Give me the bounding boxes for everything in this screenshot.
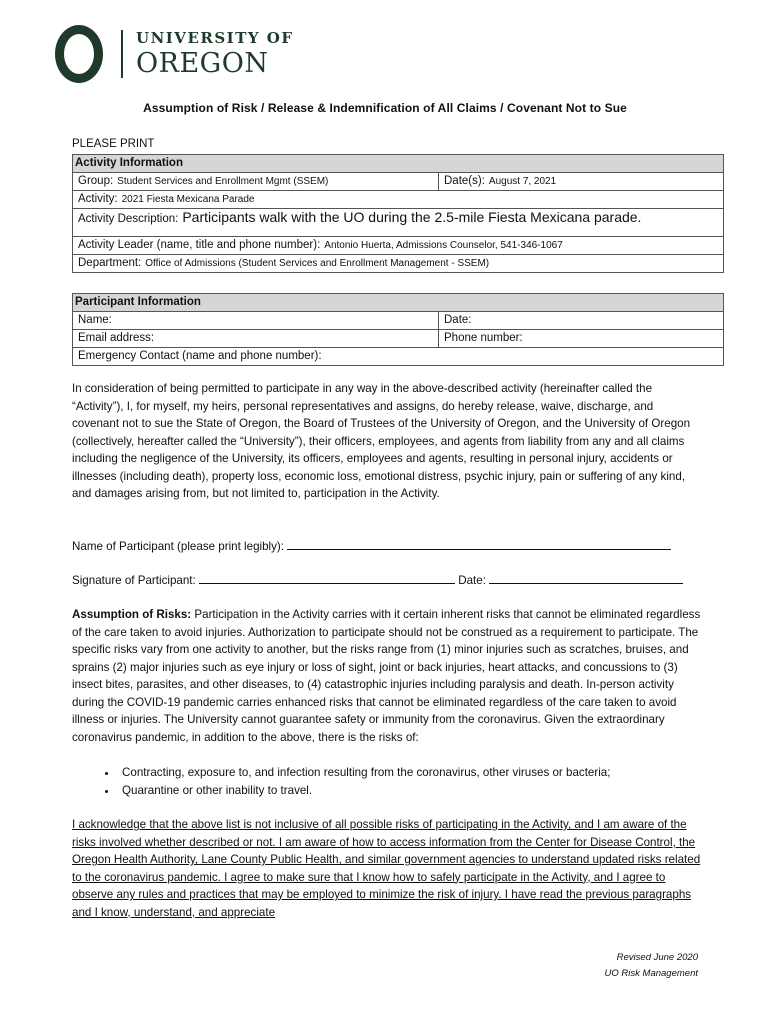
please-print-note: PLEASE PRINT xyxy=(72,138,155,150)
description-cell xyxy=(73,209,724,237)
risk-bullet-list xyxy=(96,764,718,800)
participant-email-label: Email address: xyxy=(78,332,155,344)
assumption-of-risks-text: Participation in the Activity carries with it certain inherent risks that cannot be eliminated regardless of the care taken to avoid injuries. Authorization to participate should not be construed as a requirement to participate. The specific risks vary from one activity to another, but the risks range from (1) minor injuries such as scratches, bruises, and sprains (2) major injuries such as eye injury or loss of sight, joint or back injuries, heart attacks, and concussions to (3) insect bites, parasites, and other diseases, to (4) catastrophic injuries including paralysis and death. In-person activity during the COVID-19 pandemic carries enhanced risks that cannot be eliminated regardless of the care taken to avoid illness or injuries. The University cannot guarantee safety or immunity from the coronavirus. Given the extraordinary coronavirus pandemic, in addition to the above, there is the risks of: xyxy=(72,608,701,744)
university-logo xyxy=(55,28,294,80)
dates-value[interactable]: August 7, 2021 xyxy=(488,176,557,187)
revised-date: Revised June 2020 xyxy=(616,952,698,963)
acknowledgement-paragraph: I acknowledge that the above list is not inclusive of all possible risks of participating in the Activity, and I am aware of the risks involved whether described or not. I am aware of how to access information from the Center for Disease Control, the Oregon Health Authority, Lane County Public Health, and similar government agencies to understand updated risks related to the coronavirus pandemic. I agree to make sure that I know how to safely participate in the Activity, and I agree to observe any rules and practices that may be employed to minimize the risk of injury. I have read the previous paragraphs and I know, understand, and appreciate xyxy=(72,818,701,919)
participant-information-header: Participant Information xyxy=(73,294,724,312)
participant-name-line xyxy=(72,538,671,553)
description-label: Activity Description: xyxy=(78,213,179,225)
emergency-contact-label: Emergency Contact (name and phone number): xyxy=(78,350,322,362)
activity-cell xyxy=(73,191,724,209)
signature-label: Signature of Participant: xyxy=(72,574,196,587)
participant-email-field[interactable] xyxy=(73,330,439,348)
logo-divider xyxy=(121,30,123,78)
participant-information-table xyxy=(72,293,724,366)
activity-information-header: Activity Information xyxy=(73,155,724,173)
name-of-participant-label: Name of Participant (please print legibly): xyxy=(72,540,285,553)
participant-name-field[interactable] xyxy=(73,312,439,330)
department-value[interactable]: Office of Admissions (Student Services and Enrollment Management - SSEM) xyxy=(145,258,490,269)
group-cell xyxy=(73,173,439,191)
risk-bullet-item: • Contracting, exposure to, and infection resulting from the coronavirus, other viruses or bacteria; xyxy=(118,764,718,782)
description-value[interactable]: Participants walk with the UO during the 2.5-mile Fiesta Mexicana parade. xyxy=(182,209,642,225)
leader-cell xyxy=(73,237,724,255)
name-of-participant-input[interactable] xyxy=(287,538,671,550)
leader-value[interactable]: Antonio Huerta, Admissions Counselor, 541-346-1067 xyxy=(324,240,563,251)
activity-information-table xyxy=(72,154,724,273)
assumption-of-risks-heading: Assumption of Risks: xyxy=(72,608,192,621)
risk-bullet-item: • Quarantine or other inability to travel. xyxy=(118,782,718,800)
activity-label: Activity: xyxy=(78,193,118,205)
participant-name-label: Name: xyxy=(78,314,112,326)
signature-input[interactable] xyxy=(199,572,455,584)
risk-management-office: UO Risk Management xyxy=(604,968,698,979)
participant-date-field[interactable] xyxy=(439,312,724,330)
group-value[interactable]: Student Services and Enrollment Mgmt (SSEM) xyxy=(117,176,329,187)
consideration-paragraph: In consideration of being permitted to participate in any way in the above-described activity (hereinafter called the “Activity”), I, for myself, my heirs, personal representatives and assigns, do hereby release, waive, discharge, and covenant not to sue the State of Oregon, the Board of Trustees of the University of Oregon, and the University of Oregon (collectively, hereafter called the “University”), their officers, employees, and agents from liability from any and all claims including the negligence of the University, its officers, employees and agents, resulting in personal injury, accidents or illnesses (including death), property loss, economic loss, emotional distress, psychic injury, pain or suffering of any kind, and damages arising from, but not limited to, participation in the Activity. xyxy=(72,382,691,500)
participant-date-label: Date: xyxy=(444,314,472,326)
group-label: Group: xyxy=(78,175,114,187)
department-label: Department: xyxy=(78,257,142,269)
activity-value[interactable]: 2021 Fiesta Mexicana Parade xyxy=(121,194,255,205)
dates-cell xyxy=(439,173,724,191)
logo-line-2: OREGON xyxy=(136,48,269,79)
participant-phone-field[interactable] xyxy=(439,330,724,348)
participant-phone-label: Phone number: xyxy=(444,332,523,344)
footer xyxy=(605,950,698,982)
logo-wordmark xyxy=(136,31,294,77)
department-cell xyxy=(73,255,724,273)
logo-line-1: UNIVERSITY OF xyxy=(136,29,294,47)
signature-date-label: Date: xyxy=(458,574,486,587)
signature-line xyxy=(72,572,683,587)
leader-label: Activity Leader (name, title and phone number): xyxy=(78,239,321,251)
o-logo-icon xyxy=(55,25,103,83)
signature-date-input[interactable] xyxy=(489,572,683,584)
dates-label: Date(s): xyxy=(444,175,485,187)
assumption-of-risks-paragraph xyxy=(72,606,702,746)
emergency-contact-field[interactable] xyxy=(73,348,724,366)
document-title: Assumption of Risk / Release & Indemnification of All Claims / Covenant Not to Sue xyxy=(143,101,627,115)
